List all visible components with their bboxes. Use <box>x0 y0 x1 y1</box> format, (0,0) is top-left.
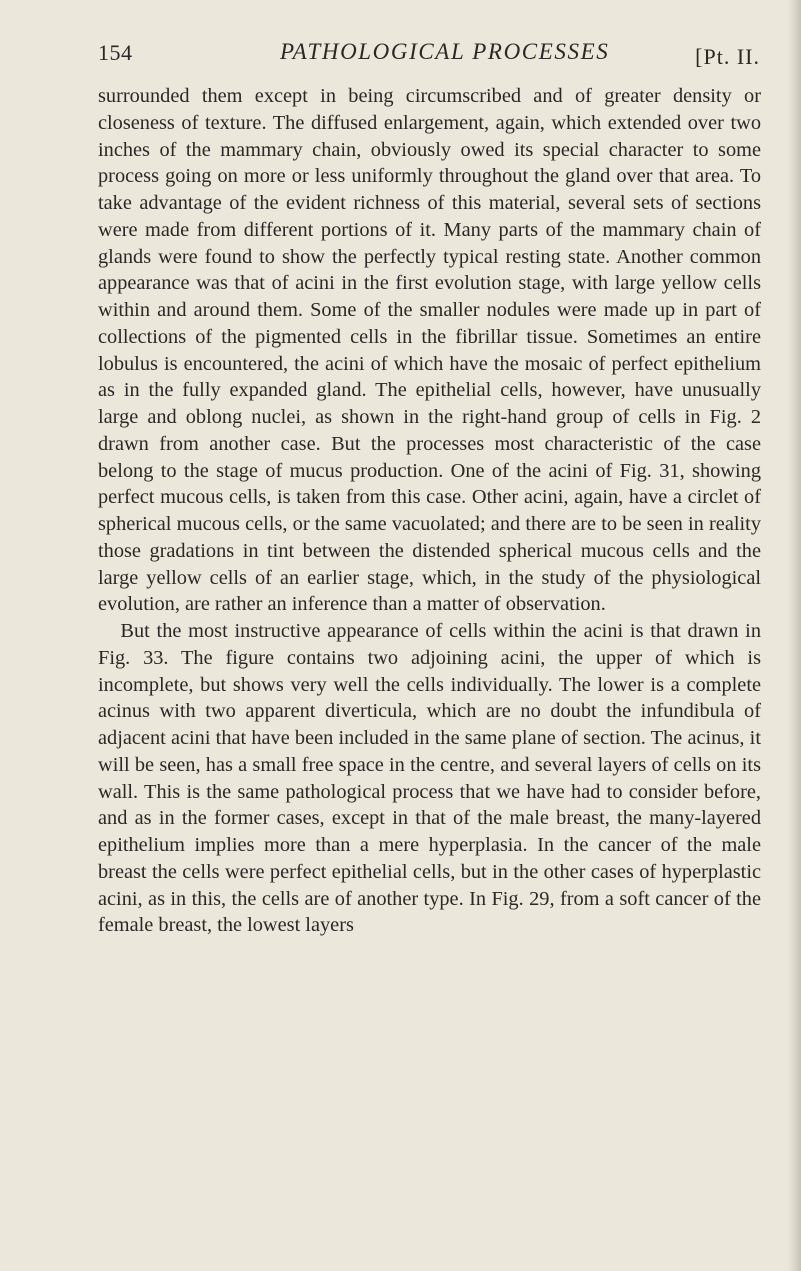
page-number: 154 <box>98 40 133 65</box>
paragraph: surrounded them except in being circumscribed and of greater density or closeness of texture. The diffused enlargement, again, which extended over two inches of the mammary chain, obviously owed its special character to some process going on more or less uniformly throughout the gland over that area. To take advantage of the evident richness of this material, several sets of sections were made from different portions of it. Many parts of the mammary chain of glands were found to show the perfectly typical resting state. Another common appearance was that of acini in the first evolution stage, with large yellow cells within and around them. Some of the smaller nodules were made up in part of collections of the pigmented cells in the fibrillar tissue. Sometimes an entire lobulus is encountered, the acini of which have the mosaic of perfect epithelium as in the fully expanded gland. The epithelial cells, however, have unusually large and oblong nuclei, as shown in the right-hand group of cells in Fig. 2 drawn from another case. But the processes most characteristic of the case belong to the stage of mucus production. One of the acini of Fig. 31, showing perfect mucous cells, is taken from this case. Other acini, again, have a circlet of spherical mucous cells, or the same vacuolated; and there are to be seen in reality those gradations in tint between the distended spherical mucous cells and the large yellow cells of an earlier stage, which, in the study of the physiological evolution, are rather an inference than a matter of observation. <box>98 85 761 616</box>
page-edge-shadow <box>787 0 801 1271</box>
paragraph: But the most instructive appearance of cells within the acini is that drawn in Fig. 33. The figure contains two adjoining acini, the upper of which is incomplete, but shows very well the cells individually. The lower is a complete acinus with two apparent diverticula, which are no doubt the infundibula of adjacent acini that have been included in the same plane of section. The acinus, it will be seen, has a small free space in the centre, and several layers of cells on its wall. This is the same pathological process that we have had to consider before, and as in the former cases, except in that of the male breast, the many-layered epithelium implies more than a mere hyperplasia. In the cancer of the male breast the cells were perfect epithelial cells, but in the other cases of hyperplastic acini, as in this, the cells are of another type. In Fig. 29, from a soft cancer of the female breast, the lowest layers <box>98 620 761 937</box>
part-marker: [Pt. II. <box>695 44 760 69</box>
running-title: PATHOLOGICAL PROCESSES <box>280 39 610 64</box>
body-text <box>98 83 761 939</box>
running-header <box>98 34 768 74</box>
